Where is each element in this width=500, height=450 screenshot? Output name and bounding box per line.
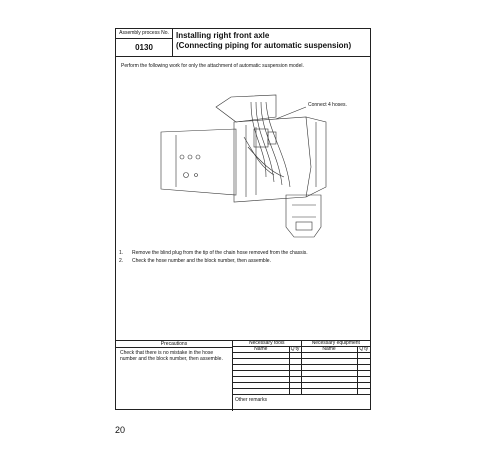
step-item: 2. Check the hose number and the block number, then assemble. (119, 258, 271, 264)
precautions-heading: Precautions (116, 341, 232, 348)
tools-name-header: Name (233, 347, 289, 353)
precautions-column (116, 341, 233, 411)
other-remarks: Other remarks (235, 397, 267, 403)
step-item: 1. Remove the blind plug from the tip of the chain hose removed from the chassis. (119, 250, 308, 256)
title-line-1: Installing right front axle (176, 31, 270, 40)
tools-heading: Necessary tools (233, 341, 301, 347)
tools-qty-header: Q'ty (290, 346, 300, 352)
equipment-qty-header: Q'ty (357, 347, 370, 353)
sheet-header (116, 29, 370, 57)
diagram-callout: Connect 4 hoses. (308, 102, 347, 108)
process-box (116, 29, 173, 56)
tools-equipment-table (233, 341, 370, 397)
equipment-name-header: Name (301, 347, 357, 353)
page-title (176, 31, 351, 51)
bottom-section (116, 340, 370, 411)
equipment-heading: Necessary equipment (301, 341, 370, 347)
precautions-text: Check that there is no mistake in the hose number and the block number, then assemble. (120, 350, 223, 362)
assembly-sheet (115, 28, 371, 410)
process-number: 0130 (135, 43, 153, 52)
axle-diagram (156, 77, 356, 245)
table-row (233, 389, 370, 395)
process-label: Assembly process No. (116, 29, 172, 39)
title-line-2: (Connecting piping for automatic suspension) (176, 41, 352, 50)
step-list (119, 249, 308, 265)
page-number: 20 (115, 425, 126, 435)
intro-text: Perform the following work for only the attachment of automatic suspension model. (121, 63, 304, 69)
